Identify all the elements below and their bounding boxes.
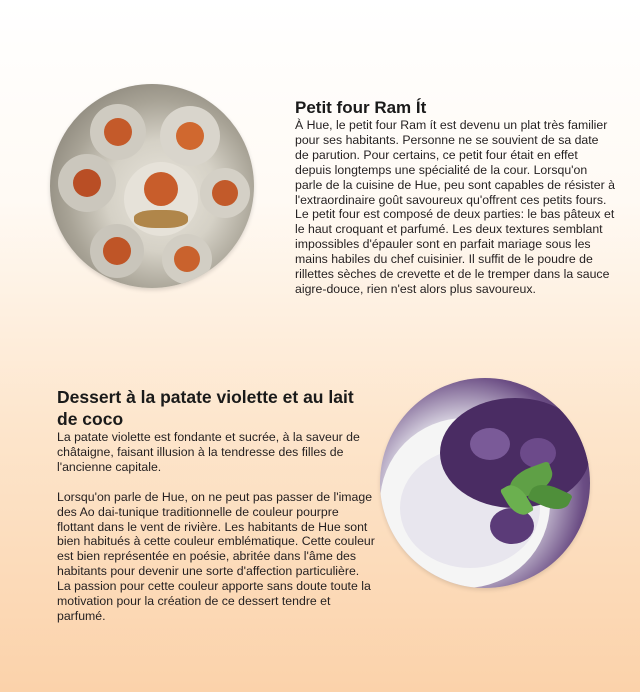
cakes-photo-icon — [50, 84, 254, 288]
section2-paragraph-2: Lorsqu'on parle de Hue, on ne peut pas passer de l'image des Ao dai-tunique traditionnelle de couleur pourpre flottant dans le vent de rivière. Les habitants de Hue sont bien habitués à cette couleur emblématique. Cette couleur est bien représentée en poésie, abritée dans l'âme des habitants pour devenir une sorte d'affection particulière. La passion pour cette couleur apporte sans doute toute la motivation pour la création de ce dessert tendre et parfumé. — [57, 489, 375, 623]
section2-paragraph-1: La patate violette est fondante et sucrée, à la saveur de châtaigne, faisant illusion à la tendresse des filles de l'ancienne capitale. — [57, 430, 360, 474]
section2-body — [57, 430, 375, 624]
section1-body — [295, 118, 615, 297]
dessert-bowl-photo-icon — [380, 378, 590, 588]
section1-title: Petit four Ram Ít — [295, 98, 427, 117]
section1-paragraph: À Hue, le petit four Ram ít est devenu un plat très familier pour ses habitants. Personne ne se souvient de sa date de parution. Pour certains, ce petit four était en effet depuis longtemps une spécialité de la cour. Lorsqu'on parle de la cuisine de Hue, peu sont capables de résister à l'extraordinaire goût savoureux qu'offrent ces petits fours. Le petit four est composé de deux parties: le bas pâteux et le haut croquant et parfumé. Les deux textures semblant impossibles d'épauler sont en parfait mariage sous les mains habiles du chef cuisinier. Il suffit de le poudre de rillettes sèches de crevette et de le tremper dans la sauce aigre-douce, rien n'est alors plus savoureux. — [295, 118, 615, 296]
section2-title: Dessert à la patate violette et au lait de coco — [57, 387, 354, 429]
